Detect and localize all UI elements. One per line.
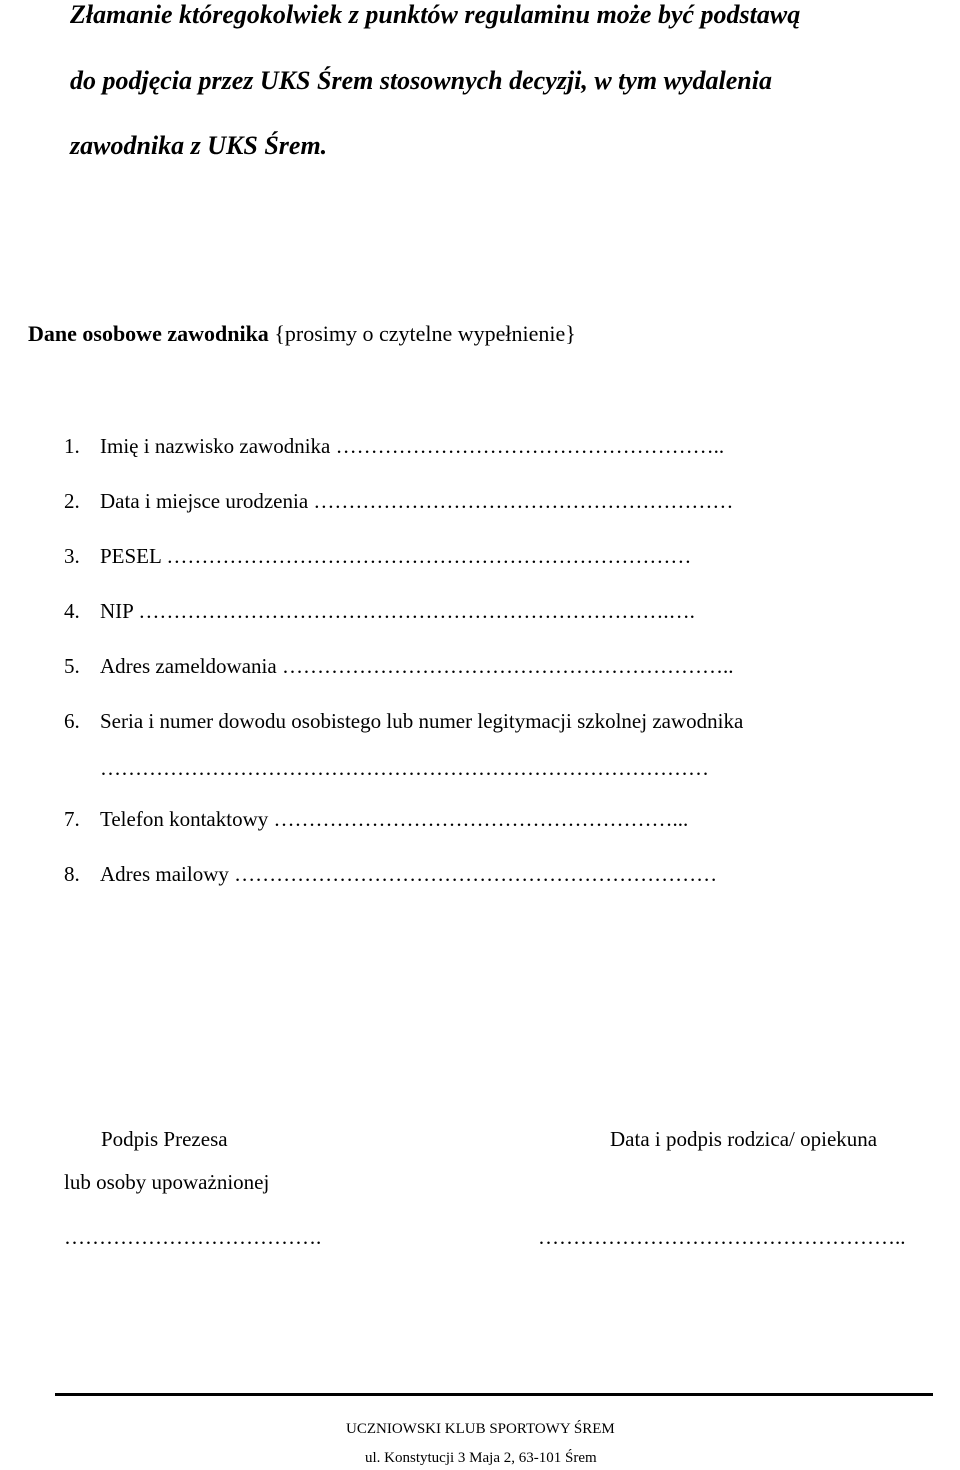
signature-right-title: Data i podpis rodzica/ opiekuna xyxy=(610,1127,878,1151)
signature-left-line[interactable]: ………………………………. xyxy=(64,1225,322,1249)
field-row-2 xyxy=(0,490,960,514)
field-row-7 xyxy=(0,808,960,832)
field-row-3 xyxy=(0,545,960,569)
fill-line-nip[interactable]: ………………………………………………………………….…. xyxy=(138,599,695,623)
field-row-5 xyxy=(0,655,960,679)
intro-line-3: zawodnika z UKS Śrem. xyxy=(70,131,328,160)
intro-line-2: do podjęcia przez UKS Śrem stosownych decyzji, w tym wydalenia xyxy=(70,66,772,95)
field-label: Telefon kontaktowy …………………………………………………... xyxy=(100,807,689,831)
field-row-8 xyxy=(0,863,960,887)
field-number: 3. xyxy=(64,544,80,568)
fill-line-birth[interactable]: …………………………………………………… xyxy=(313,489,734,513)
field-number: 1. xyxy=(64,434,80,458)
field-number: 7. xyxy=(64,807,80,831)
intro-line-1: Złamanie któregokolwiek z punktów regulaminu może być podstawą xyxy=(70,0,801,29)
footer-organization: UCZNIOWSKI KLUB SPORTOWY ŚREM xyxy=(346,1421,615,1437)
fill-line-address[interactable]: ……………………………………………………….. xyxy=(281,654,734,678)
section-heading-note: {prosimy o czytelne wypełnienie} xyxy=(274,321,576,346)
fill-line-id[interactable]: …………………………………………………………………………… xyxy=(100,756,709,780)
field-number: 8. xyxy=(64,862,80,886)
section-heading-title: Dane osobowe zawodnika xyxy=(28,321,269,346)
fill-line-pesel[interactable]: ………………………………………………………………… xyxy=(166,544,692,568)
field-label: PESEL ………………………………………………………………… xyxy=(100,544,692,568)
field-label: Seria i numer dowodu osobistego lub numer legitymacji szkolnej zawodnika xyxy=(100,709,744,733)
field-label: Adres mailowy …………………………………………………………… xyxy=(100,862,718,886)
field-row-4 xyxy=(0,600,960,624)
field-label: Adres zameldowania ……………………………………………………….. xyxy=(100,654,734,678)
field-row-1 xyxy=(0,435,960,459)
field-label: Data i miejsce urodzenia …………………………………………………… xyxy=(100,489,734,513)
signature-left-subtitle: lub osoby upoważnionej xyxy=(64,1170,270,1194)
field-label: Imię i nazwisko zawodnika ……………………………………………….. xyxy=(100,434,725,458)
section-heading xyxy=(28,322,576,346)
signature-right-line[interactable]: …………………………………………….. xyxy=(538,1225,906,1249)
fill-line-email[interactable]: …………………………………………………………… xyxy=(234,862,718,886)
field-label: NIP ………………………………………………………………….…. xyxy=(100,599,695,623)
field-row-6 xyxy=(0,710,960,734)
field-number: 5. xyxy=(64,654,80,678)
field-number: 6. xyxy=(64,709,80,733)
field-number: 2. xyxy=(64,489,80,513)
fill-line-phone[interactable]: …………………………………………………... xyxy=(273,807,689,831)
signature-left-title: Podpis Prezesa xyxy=(101,1127,228,1151)
footer-divider xyxy=(55,1393,933,1396)
fill-line-name[interactable]: ……………………………………………….. xyxy=(335,434,725,458)
field-number: 4. xyxy=(64,599,80,623)
footer-address: ul. Konstytucji 3 Maja 2, 63-101 Śrem xyxy=(365,1450,597,1466)
